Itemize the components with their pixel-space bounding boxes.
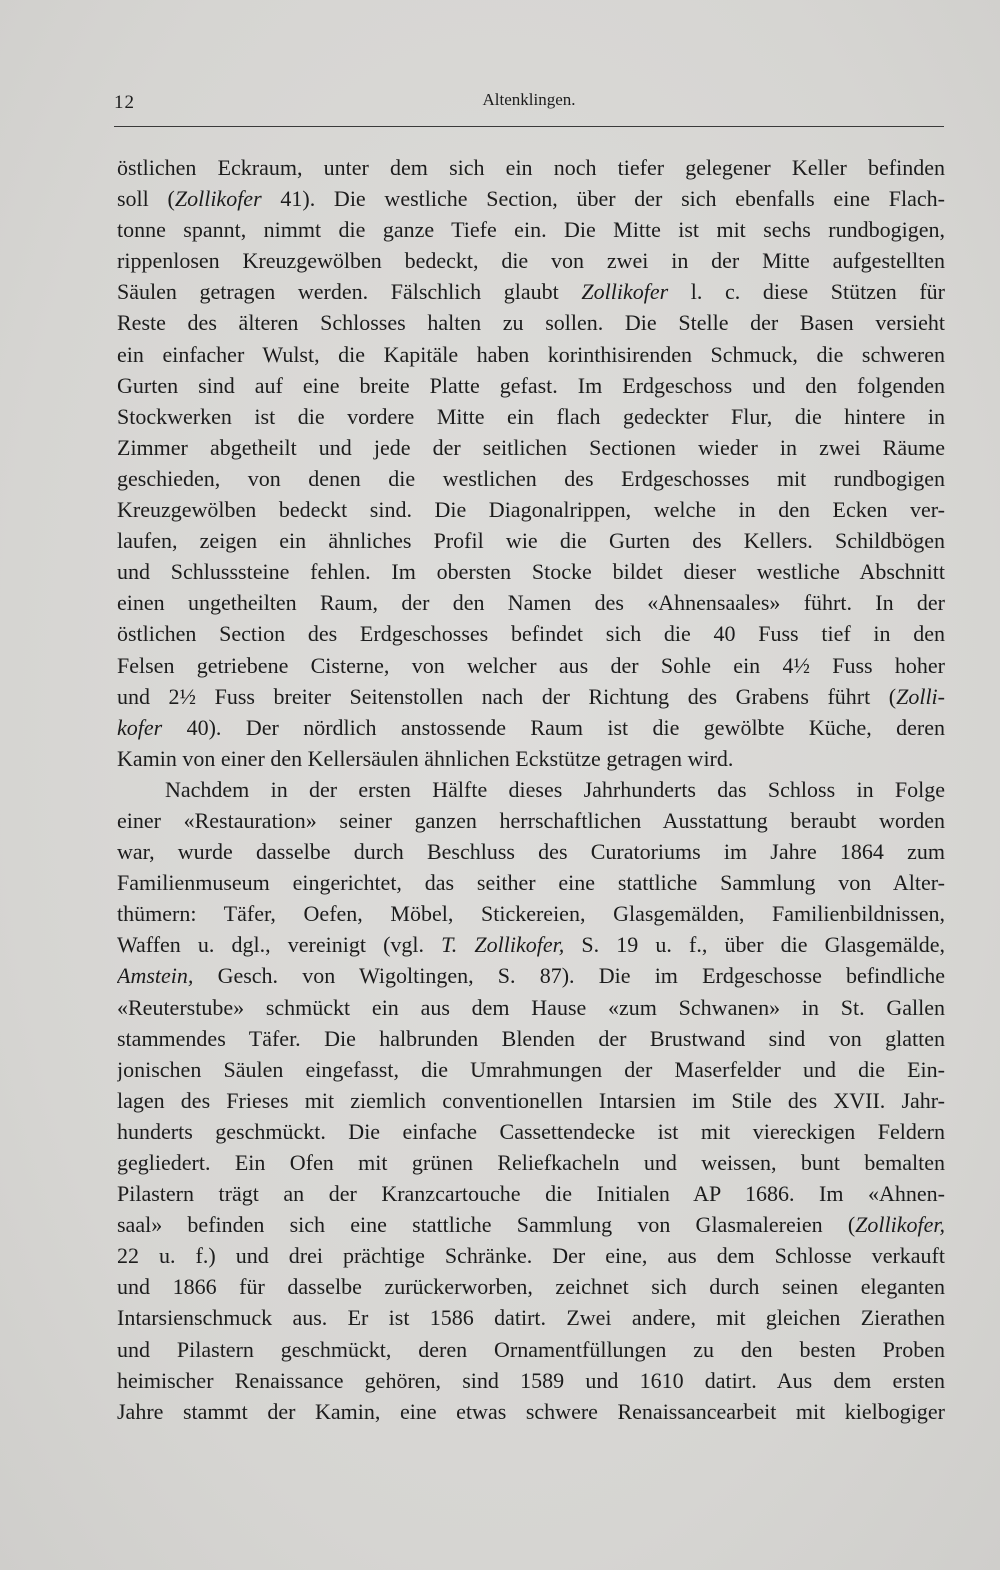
text-line	[117, 494, 945, 525]
text-line	[117, 1209, 945, 1240]
line-text: und 1866 für dasselbe zurückerworben, zeichnet sich durch seinen eleganten	[117, 1274, 945, 1300]
line-text: einer «Restauration» seiner ganzen herrschaftlichen Ausstattung beraubt worden	[117, 807, 945, 833]
text-line	[117, 712, 945, 743]
text-line	[117, 276, 945, 307]
line-text: gegliedert. Ein Ofen mit grünen Reliefkacheln und weissen, bunt bemalten	[117, 1150, 945, 1175]
line-text: rippenlosen Kreuzgewölben bedeckt, die von zwei in der Mitte aufgestellten	[117, 248, 945, 274]
line-text: geschieden, von denen die westlichen des Erdgeschosses mit rundbogigen	[117, 465, 945, 491]
line-text: Stockwerken ist die vordere Mitte ein flach gedeckter Flur, die hintere in	[117, 403, 945, 429]
text-line	[117, 1271, 945, 1302]
line-text: S. 19 u. f., über die Glasgemälde,	[564, 932, 945, 958]
header-rule	[114, 126, 944, 127]
text-line	[117, 836, 945, 867]
running-title: Altenklingen.	[482, 90, 576, 109]
italic-citation: Zolli-	[896, 683, 945, 709]
text-line	[117, 1178, 945, 1209]
line-text: Nachdem in der ersten Hälfte dieses Jahrhunderts das Schloss in Folge	[165, 776, 945, 802]
line-text: Intarsienschmuck aus. Er ist 1586 datirt. Zwei andere, mit gleichen Zierathen	[117, 1305, 945, 1331]
line-text: östlichen Section des Erdgeschosses befindet sich die 40 Fuss tief in den	[117, 621, 945, 647]
text-line	[117, 370, 945, 401]
line-text: 22 u. f.) und drei prächtige Schränke. Der eine, aus dem Schlosse verkauft	[117, 1243, 945, 1269]
text-line	[117, 1302, 945, 1333]
line-text: l. c. diese Stützen für	[668, 279, 945, 305]
text-line	[117, 152, 945, 183]
line-text: Kamin von einer den Kellersäulen ähnlichen Eckstütze getragen wird.	[117, 745, 734, 771]
line-text: heimischer Renaissance gehören, sind 1589 und 1610 datirt. Aus dem ersten	[117, 1367, 945, 1393]
line-text: soll (	[117, 186, 175, 212]
line-text: 40). Der nördlich anstossende Raum ist die gewölbte Küche, deren	[162, 714, 945, 740]
text-line	[117, 1085, 945, 1116]
italic-citation: Zollikofer	[174, 186, 262, 212]
text-line	[117, 805, 945, 836]
text-line	[117, 214, 945, 245]
text-line	[117, 681, 945, 712]
line-text: 41). Die westliche Section, über der sich ebenfalls eine Flach-	[261, 186, 945, 212]
line-text: und Pilastern geschmückt, deren Ornamentfüllungen zu den besten Proben	[117, 1336, 945, 1362]
line-text: stammendes Täfer. Die halbrunden Blenden der Brustwand sind von glatten	[117, 1025, 945, 1051]
text-line	[117, 307, 945, 338]
text-line	[117, 650, 945, 681]
text-line	[117, 1116, 945, 1147]
italic-citation: kofer	[117, 714, 163, 740]
text-line	[117, 245, 945, 276]
text-line	[117, 1365, 945, 1396]
italic-citation: T. Zollikofer,	[441, 932, 565, 958]
body-text	[117, 152, 945, 1427]
text-line	[117, 339, 945, 370]
line-text: ein einfacher Wulst, die Kapitäle haben korinthisirenden Schmuck, die schweren	[117, 341, 945, 367]
text-line	[117, 960, 945, 991]
line-text: Waffen u. dgl., vereinigt (vgl.	[117, 932, 442, 958]
text-line	[117, 1147, 945, 1178]
line-text: einen ungetheilten Raum, der den Namen des «Ahnensaales» führt. In der	[117, 590, 945, 616]
line-text: saal» befinden sich eine stattliche Sammlung von Glasmalereien (	[117, 1212, 856, 1238]
text-line	[117, 743, 945, 774]
text-line	[117, 618, 945, 649]
line-text: und Schlusssteine fehlen. Im obersten Stocke bildet dieser westliche Abschnitt	[117, 559, 945, 585]
text-line	[117, 1054, 945, 1085]
italic-citation: Amstein,	[117, 963, 194, 989]
text-line	[117, 183, 945, 214]
page-header	[114, 88, 944, 118]
text-line	[117, 929, 945, 960]
text-line	[117, 432, 945, 463]
line-text: hunderts geschmückt. Die einfache Cassettendecke ist mit viereckigen Feldern	[117, 1118, 945, 1144]
line-text: und 2½ Fuss breiter Seitenstollen nach der Richtung des Grabens führt (	[117, 683, 897, 709]
line-text: Familienmuseum eingerichtet, das seither eine stattliche Sammlung von Alter-	[117, 870, 945, 896]
text-line	[117, 867, 945, 898]
text-line	[117, 556, 945, 587]
line-text: Pilastern trägt an der Kranzcartouche die Initialen AP 1686. Im «Ahnen-	[117, 1181, 945, 1207]
line-text: «Reuterstube» schmückt ein aus dem Hause «zum Schwanen» in St. Gallen	[117, 994, 945, 1020]
line-text: thümern: Täfer, Oefen, Möbel, Stickereien, Glasgemälden, Familienbildnissen,	[117, 901, 945, 927]
italic-citation: Zollikofer	[581, 279, 669, 305]
line-text: Zimmer abgetheilt und jede der seitlichen Sectionen wieder in zwei Räume	[117, 434, 945, 460]
line-text: tonne spannt, nimmt die ganze Tiefe ein. Die Mitte ist mit sechs rundbogigen,	[117, 217, 945, 243]
line-text: Säulen getragen werden. Fälschlich glaubt	[117, 279, 582, 305]
text-line	[117, 774, 945, 805]
line-text: östlichen Eckraum, unter dem sich ein noch tiefer gelegener Keller befinden	[117, 155, 945, 180]
line-text: war, wurde dasselbe durch Beschluss des Curatoriums im Jahre 1864 zum	[117, 839, 945, 865]
line-text: Gesch. von Wigoltingen, S. 87). Die im Erdgeschosse befindliche	[193, 963, 945, 989]
text-line	[117, 401, 945, 432]
line-text: Jahre stammt der Kamin, eine etwas schwere Renaissancearbeit mit kielbogiger	[117, 1398, 945, 1424]
text-line	[117, 992, 945, 1023]
text-line	[117, 898, 945, 929]
line-text: Gurten sind auf eine breite Platte gefast. Im Erdgeschoss und den folgenden	[117, 372, 945, 398]
text-line	[117, 1240, 945, 1271]
page-number: 12	[114, 92, 135, 113]
line-text: jonischen Säulen eingefasst, die Umrahmungen der Maserfelder und die Ein-	[117, 1056, 945, 1082]
line-text: lagen des Frieses mit ziemlich conventionellen Intarsien im Stile des XVII. Jahr-	[117, 1087, 945, 1113]
text-line	[117, 1023, 945, 1054]
line-text: Felsen getriebene Cisterne, von welcher aus der Sohle ein 4½ Fuss hoher	[117, 652, 945, 678]
text-line	[117, 1334, 945, 1365]
text-line	[117, 1396, 945, 1427]
text-line	[117, 525, 945, 556]
line-text: Kreuzgewölben bedeckt sind. Die Diagonalrippen, welche in den Ecken ver-	[117, 497, 945, 523]
line-text: Reste des älteren Schlosses halten zu sollen. Die Stelle der Basen versieht	[117, 310, 945, 336]
text-line	[117, 463, 945, 494]
line-text: laufen, zeigen ein ähnliches Profil wie die Gurten des Kellers. Schildbögen	[117, 528, 945, 554]
text-line	[117, 587, 945, 618]
italic-citation: Zollikofer,	[855, 1212, 945, 1238]
